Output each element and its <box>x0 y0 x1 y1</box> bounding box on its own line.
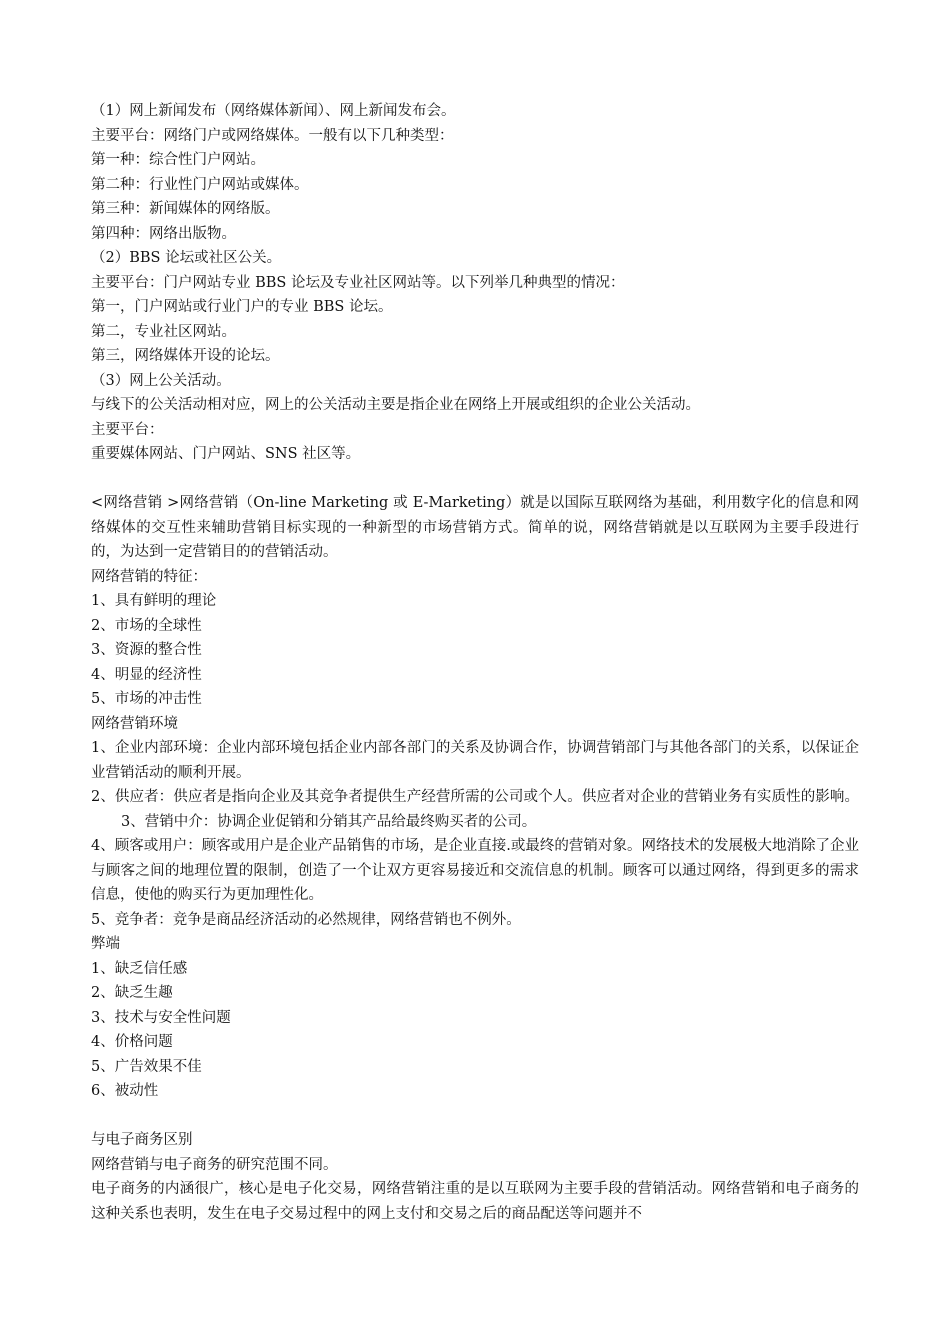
text-line: 主要平台：网络门户或网络媒体。一般有以下几种类型： <box>91 127 454 144</box>
text-line: 第一，门户网站或行业门户的专业 BBS 论坛。 <box>91 299 393 315</box>
pr-section <box>91 99 859 467</box>
list-item: 2、市场的全球性 <box>91 617 202 634</box>
text-line: 第二，专业社区网站。 <box>91 323 236 340</box>
pr-bbs-heading: （2）BBS 论坛或社区公关。 <box>91 250 282 266</box>
pr-news-heading: （1）网上新闻发布（网络媒体新闻）、网上新闻发布会。 <box>91 103 456 119</box>
text-line: 第三种：新闻媒体的网络版。 <box>91 201 280 217</box>
text-line: 第四种：网络出版物。 <box>91 225 236 242</box>
environment-item-3: 3、营销中介：协调企业促销和分销其产品给最终购买者的公司。 <box>121 813 537 830</box>
document-page <box>91 99 859 1226</box>
environment-item-4: 4、顾客或用户：顾客或用户是企业产品销售的市场，是企业直接.或最终的营销对象。网络技术的发展极大地消除了企业与顾客之间的地理位置的限制，创造了一个让双方更容易接近和交流信息的机制。顾客可以通过网络，得到更多的需求信息，使他的购买行为更加理性化。 <box>91 838 859 903</box>
list-item: 5、广告效果不佳 <box>91 1058 202 1075</box>
list-item: 2、缺乏生趣 <box>91 985 173 1001</box>
list-item: 5、市场的冲击性 <box>91 691 202 707</box>
list-item: 3、技术与安全性问题 <box>91 1009 231 1026</box>
pr-activity-heading: （3）网上公关活动。 <box>91 372 231 389</box>
environment-item-2: 2、供应者：供应者是指向企业及其竞争者提供生产经营所需的公司或个人。供应者对企业的营销业务有实质性的影响。 <box>91 789 859 805</box>
drawbacks-section <box>91 932 859 1104</box>
text-line: 第一种：综合性门户网站。 <box>91 152 265 168</box>
list-item: 3、资源的整合性 <box>91 642 202 658</box>
drawbacks-heading: 弊端 <box>91 936 120 952</box>
list-item: 4、价格问题 <box>91 1034 173 1050</box>
ecommerce-heading: 与电子商务区别 <box>91 1132 193 1148</box>
blank-line <box>91 467 859 492</box>
ecommerce-section <box>91 1128 859 1226</box>
text-line: 与线下的公关活动相对应，网上的公关活动主要是指企业在网络上开展或组织的企业公关活动。 <box>91 397 700 413</box>
text-line: 网络营销与电子商务的研究范围不同。 <box>91 1156 338 1173</box>
definition-paragraph: <网络营销 >网络营销（On-line Marketing 或 E-Marketing）就是以国际互联网络为基础，利用数字化的信息和网络媒体的交互性来辅助营销目标实现的一种新型的市场营销方式。简单的说，网络营销就是以互联网为主要手段进行的，为达到一定营销目的的营销活动。 <box>91 495 859 560</box>
environment-item-5: 5、竞争者：竞争是商品经济活动的必然规律，网络营销也不例外。 <box>91 911 521 928</box>
features-heading: 网络营销的特征： <box>91 568 207 585</box>
blank-line <box>91 1104 859 1129</box>
text-line: 第二种：行业性门户网站或媒体。 <box>91 176 309 193</box>
list-item: 6、被动性 <box>91 1083 159 1099</box>
list-item: 1、具有鲜明的理论 <box>91 593 217 609</box>
text-line: 第三，网络媒体开设的论坛。 <box>91 348 280 364</box>
features-section <box>91 565 859 712</box>
ecommerce-paragraph: 电子商务的内涵很广，核心是电子化交易，网络营销注重的是以互联网为主要手段的营销活动。网络营销和电子商务的这种关系也表明，发生在电子交易过程中的网上支付和交易之后的商品配送等问题并不 <box>91 1181 859 1222</box>
environment-section <box>91 712 859 933</box>
list-item: 4、明显的经济性 <box>91 666 202 683</box>
list-item: 1、缺乏信任感 <box>91 960 188 977</box>
text-line: 主要平台：门户网站专业 BBS 论坛及专业社区网站等。以下列举几种典型的情况： <box>91 274 625 291</box>
environment-item-2-3 <box>91 785 859 834</box>
environment-item-1: 1、企业内部环境：企业内部环境包括企业内部各部门的关系及协调合作，协调营销部门与其他各部门的关系，以保证企业营销活动的顺利开展。 <box>91 740 859 781</box>
text-line: 重要媒体网站、门户网站、SNS 社区等。 <box>91 446 361 462</box>
environment-heading: 网络营销环境 <box>91 715 178 732</box>
text-line: 主要平台： <box>91 421 164 438</box>
